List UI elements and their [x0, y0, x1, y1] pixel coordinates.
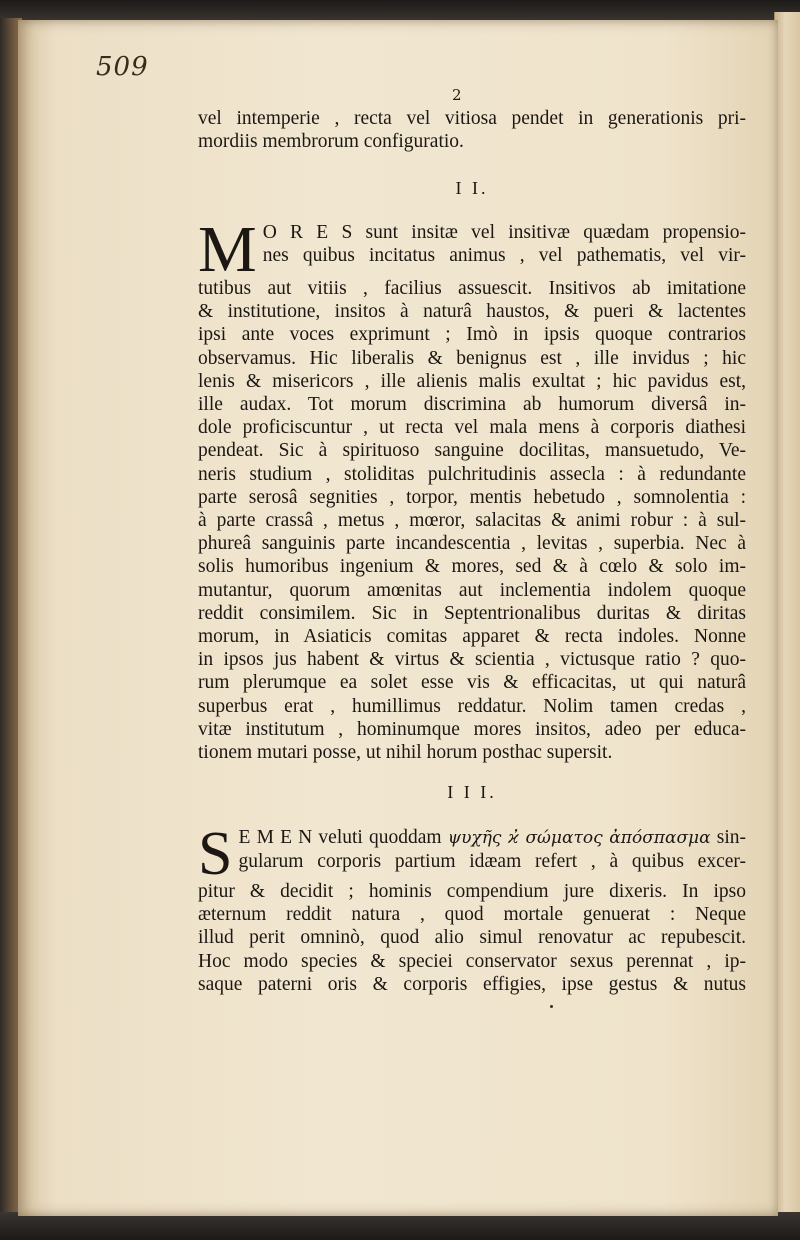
text-line: mordiis membrorum configuratio.: [198, 131, 464, 153]
scanner-top-edge: [0, 0, 800, 22]
text-segment: sin-: [716, 827, 747, 848]
text-line: tionem mutari posse, ut nihil horum posthac supersit.: [198, 742, 613, 764]
section-ii-paragraph: [198, 213, 746, 764]
text-line: neris studium , stoliditas pulchritudinis assecla : à redundante: [198, 463, 746, 485]
text-line: parte serosâ segnities , torpor, mentis hebetudo , somnolentia :: [198, 486, 746, 508]
greek-phrase: ψυχῆς ϰ̓ σώματος ἀπόσπασμα: [447, 828, 711, 848]
text-line: in ipsos jus habent & virtus & scientia , victusque ratio ? quo-: [198, 649, 746, 671]
text-line: morum, in Asiaticis comitas apparet & recta indoles. Nonne: [198, 626, 746, 648]
ink-spot: [550, 1005, 553, 1008]
text-line: ille audax. Tot morum discrimina ab humorum diversâ in-: [198, 394, 746, 416]
intro-paragraph: [198, 107, 746, 153]
text-segment: E M E N veluti quoddam: [238, 827, 442, 848]
text-line: rum plerumque ea solet esse vis & efficacitas, ut qui naturâ: [198, 672, 746, 694]
text-line: observamus. Hic liberalis & benignus est , ille invidus ; hic: [198, 347, 746, 369]
scanner-bottom-edge: [0, 1212, 800, 1240]
text-line: dole proficiscuntur , ut recta vel mala mens à corporis diathesi: [198, 417, 746, 439]
text-line: phureâ sanguinis parte incandescentia , levitas , superbia. Nec à: [198, 533, 746, 555]
text-line: æternum reddit natura , quod mortale genuerat : Neque: [198, 904, 746, 926]
text-line: vel intemperie , recta vel vitiosa pendet in generationis pri-: [198, 108, 746, 129]
handwritten-folio-number: 509: [96, 52, 149, 82]
drop-capital-s: S: [198, 820, 233, 888]
text-line: superbus erat , humillimus reddatur. Nolim tamen credas ,: [198, 695, 746, 717]
text-line: pitur & decidit ; hominis compendium jure dixeris. In ipso: [198, 881, 746, 902]
text-line: solis humoribus ingenium & mores, sed & à cœlo & solo im-: [198, 556, 746, 578]
text-line: Hoc modo species & speciei conservator sexus perennat , ip-: [198, 950, 746, 972]
text-line: tutibus aut vitiis , facilius assuescit. Insitivos ab imitatione: [198, 278, 746, 299]
text-line: illud perit omninò, quod alio simul renovatur ac repubescit.: [198, 927, 746, 949]
section-iii-paragraph: [198, 820, 747, 996]
text-line: reddit consimilem. Sic in Septentrionalibus duritas & diritas: [198, 602, 746, 624]
drop-capital-m: M: [198, 213, 257, 286]
text-line: ipsi ante voces exprimunt ; Imò in ipsis quoque contrarios: [198, 324, 746, 346]
text-line: O R E S sunt insitæ vel insitivæ quædam propensio-: [262, 222, 746, 243]
text-line: pendeat. Sic à spirituoso sanguine docilitas, mansuetudo, Ve-: [198, 440, 746, 462]
text-line: & institutione, insitos à naturâ haustos, & pueri & lactentes: [198, 301, 746, 323]
text-line: vitæ institutum , hominumque mores insitos, adeo per educa-: [198, 718, 746, 740]
text-line: saque paterni oris & corporis effigies, ipse gestus & nutus: [198, 973, 746, 995]
text-line: mutantur, quorum amœnitas aut inclementia indolem quoque: [198, 579, 746, 601]
text-line: nes quibus incitatus animus , vel pathematis, vel vir-: [262, 245, 746, 267]
text-line-with-greek: [198, 826, 746, 850]
page-number: 2: [452, 86, 462, 104]
text-line: lenis & misericors , ille alienis malis exultat ; hic pavidus est,: [198, 370, 746, 392]
section-heading-iii: I I I.: [447, 782, 497, 802]
text-line: à parte crassâ , metus , mœror, salacitas & animi robur : à sul-: [198, 510, 746, 532]
section-heading-ii: I I.: [455, 178, 489, 198]
text-line: gularum corporis partium idæam refert , à quibus excer-: [238, 851, 746, 873]
